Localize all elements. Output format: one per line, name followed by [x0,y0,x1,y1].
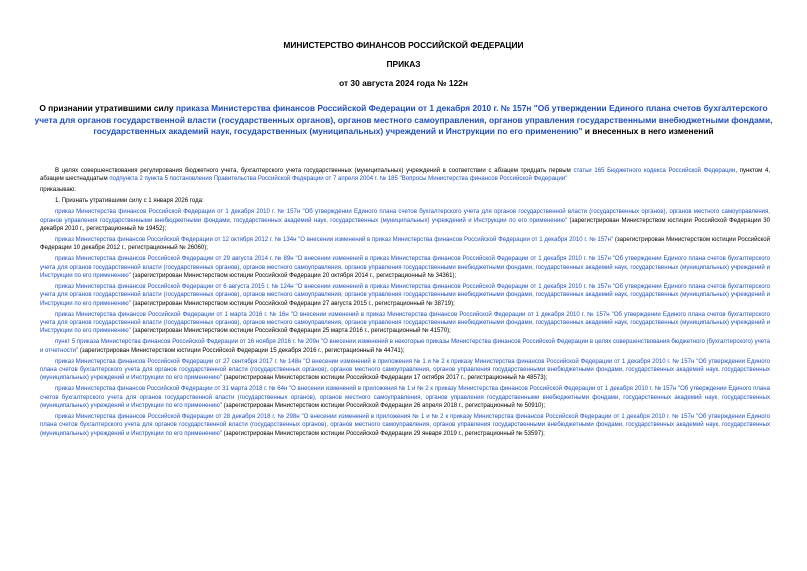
title-prefix: О признании утратившими силу [39,103,176,113]
list-item-text: (зарегистрирован Министерством юстиции Российской Федерации 29 января 2019 г., регистрационный № 53597); [221,430,545,437]
preamble-text-2: , пунктом 4, абзацем шестнадцатым [40,168,771,183]
list-item-text: (зарегистрирован Министерством юстиции Российской Федерации 17 октября 2017 г., регистрационный № 48573); [221,375,548,382]
list-item [40,358,770,383]
preamble-text-1: В целях совершенствования регулирования бюджетного учета, бухгалтерского учета государственных (муниципальных) учреждений в соответствии с абзацем тридцать первым [55,168,574,174]
list-item [40,385,770,410]
list-item-link[interactable]: приказ Министерства финансов Российской Федерации от 1 декабря 2010 г. № 157н "Об утверждении Единого плана счетов бухгалтерского учета для органов государственной власти (государственных органов), органов местного самоуправления, органов управления государственными внебюджетными фондами, государственных академий наук, государственных (муниципальных) учреждений и Инструкции по его применению" [40,209,770,224]
document-title [30,103,777,138]
list-item [40,255,770,280]
list-item-text: (зарегистрирован Министерством юстиции Российской Федерации 27 августа 2015 г., регистрационный № 38719); [130,300,455,307]
list-item-text: (зарегистрирован Министерством юстиции Российской Федерации 10 декабря 2012 г., регистрационный № 26060); [40,236,770,252]
list-item-link[interactable]: приказ Министерства финансов Российской Федерации от 1 марта 2016 г. № 16н "О внесении изменений в приказ Министерства финансов Российской Федерации от 1 декабря 2010 г. № 157н "Об утверждении Единого плана счетов бухгалтерского учета для органов государственной власти (государственных органов), органов местного самоуправления, органов управления государственными внебюджетными фондами, государственных академий наук, государственных (муниципальных) учреждений и Инструкции по его применению" [40,311,770,335]
list-item-link[interactable]: приказ Министерства финансов Российской Федерации от 31 марта 2018 г. № 64н "О внесении изменений в приложения № 1 и № 2 к приказу Министерства финансов Российской Федерации от 1 декабря 2010 г. № 157н "Об утверждении Единого плана счетов бухгалтерского учета для органов государственной власти (государственных органов), органов местного самоуправления, органов управления государственными внебюджетными фондами, государственных академий наук, государственных (муниципальных) учреждений и Инструкции по его применению" [40,386,770,410]
order-word: приказываю: [40,187,76,194]
title-link[interactable]: приказа Министерства финансов Российской Федерации от 1 декабря 2010 г. № 157н "Об утверждении Единого плана счетов бухгалтерского учета для органов государственной власти (государственных органов), органов местного самоуправления, органов управления государственными внебюджетными фондами, государственных академий наук, государственных (муниципальных) учреждений и Инструкции по его применению" [34,103,773,136]
list-item-link[interactable]: приказ Министерства финансов Российской Федерации от 29 августа 2014 г. № 89н "О внесении изменений в приказ Министерства финансов Российской Федерации от 1 декабря 2010 г. № 157н "Об утверждении Единого плана счетов бухгалтерского учета для органов государственной власти (государственных органов), органов местного самоуправления, органов управления государственными внебюджетными фондами, государственных академий наук, государственных (муниципальных) учреждений и Инструкции по его применению" [40,256,770,279]
document-date-number: от 30 августа 2024 года № 122н [339,78,468,88]
list-item-text: (зарегистрирован Министерством юстиции Российской Федерации 26 апреля 2018 г., регистрационный № 50910); [221,403,546,410]
point-1: 1. Признать утратившими силу с 1 января 2026 года: [55,198,204,205]
document-type: ПРИКАЗ [386,59,421,69]
list-item [40,311,770,336]
list-item [40,283,770,308]
ministry-name: МИНИСТЕРСТВО ФИНАНСОВ РОССИЙСКОЙ ФЕДЕРАЦИИ [283,40,524,50]
list-item-text: (зарегистрирован Министерством юстиции Российской Федерации 30 декабря 2010 г., регистрационный № 19452); [40,217,770,232]
list-item-link[interactable]: приказ Министерства финансов Российской Федерации от 28 декабря 2018 г. № 298н "О внесении изменений в приложения № 1 и № 2 к приказу Министерства финансов Российской Федерации от 1 декабря 2010 г. № 157н "Об утверждении Единого плана счетов бухгалтерского учета для органов государственной власти (государственных органов), органов местного самоуправления, органов управления государственными внебюджетными фондами, государственных академий наук, государственных (муниципальных) учреждений и Инструкции по его применению" [40,414,770,437]
list-item-link[interactable]: пункт 5 приказа Министерства финансов Российской Федерации от 16 ноября 2016 г. № 209н "О внесении изменений в некоторые приказы Министерства финансов Российской Федерации в целях совершенствования бюджетного (бухгалтерского) учета и отчетности" [40,339,770,354]
list-item [40,236,770,253]
list-item-text: (зарегистрирован Министерством юстиции Российской Федерации 20 октября 2014 г., регистрационный № 34361); [130,272,457,279]
list-item [40,413,770,438]
list-item-link[interactable]: приказ Министерства финансов Российской Федерации от 12 октября 2012 г. № 134н "О внесении изменений в приказ Министерства финансов Российской Федерации от 1 декабря 2010 г. № 157н" [55,236,614,243]
list-item [40,208,770,233]
repealed-acts-list [40,208,770,438]
list-item-link[interactable]: приказ Министерства финансов Российской Федерации от 27 сентября 2017 г. № 148н "О внесении изменений в приложения № 1 и № 2 к приказу Министерства финансов Российской Федерации от 1 декабря 2010 г. № 157н "Об утверждении Единого плана счетов бухгалтерского учета для органов государственной власти (государственных органов), органов местного самоуправления, органов управления государственными внебюджетными фондами, государственных академий наук, государственных (муниципальных) учреждений и Инструкции по его применению" [40,358,770,382]
list-item [40,338,770,355]
list-item-link[interactable]: приказ Министерства финансов Российской Федерации от 6 августа 2015 г. № 124н "О внесении изменений в приказ Министерства финансов Российской Федерации от 1 декабря 2010 г. № 157н "Об утверждении Единого плана счетов бухгалтерского учета для органов государственной власти (государственных органов), органов местного самоуправления, органов управления государственными внебюджетными фондами, государственных академий наук, государственных (муниципальных) учреждений и Инструкции по его применению" [40,283,770,307]
preamble-paragraph [40,167,770,184]
list-item-text: (зарегистрирован Министерством юстиции Российской Федерации 15 декабря 2016 г., регистрационный № 44741); [78,347,405,354]
title-suffix: и внесенных в него изменений [582,126,714,136]
document-body [40,167,770,441]
preamble-link-budget-code[interactable]: статьи 165 Бюджетного кодекса Российской Федерации [573,168,736,174]
preamble-link-government-decree[interactable]: подпункта 2 пункта 5 постановления Правительства Российской Федерации от 7 апреля 2004 г. № 185 "Вопросы Министерства финансов Российской Федерации" [109,176,568,183]
list-item-text: (зарегистрирован Министерством юстиции Российской Федерации 25 марта 2016 г., регистрационный № 41570); [130,328,451,335]
